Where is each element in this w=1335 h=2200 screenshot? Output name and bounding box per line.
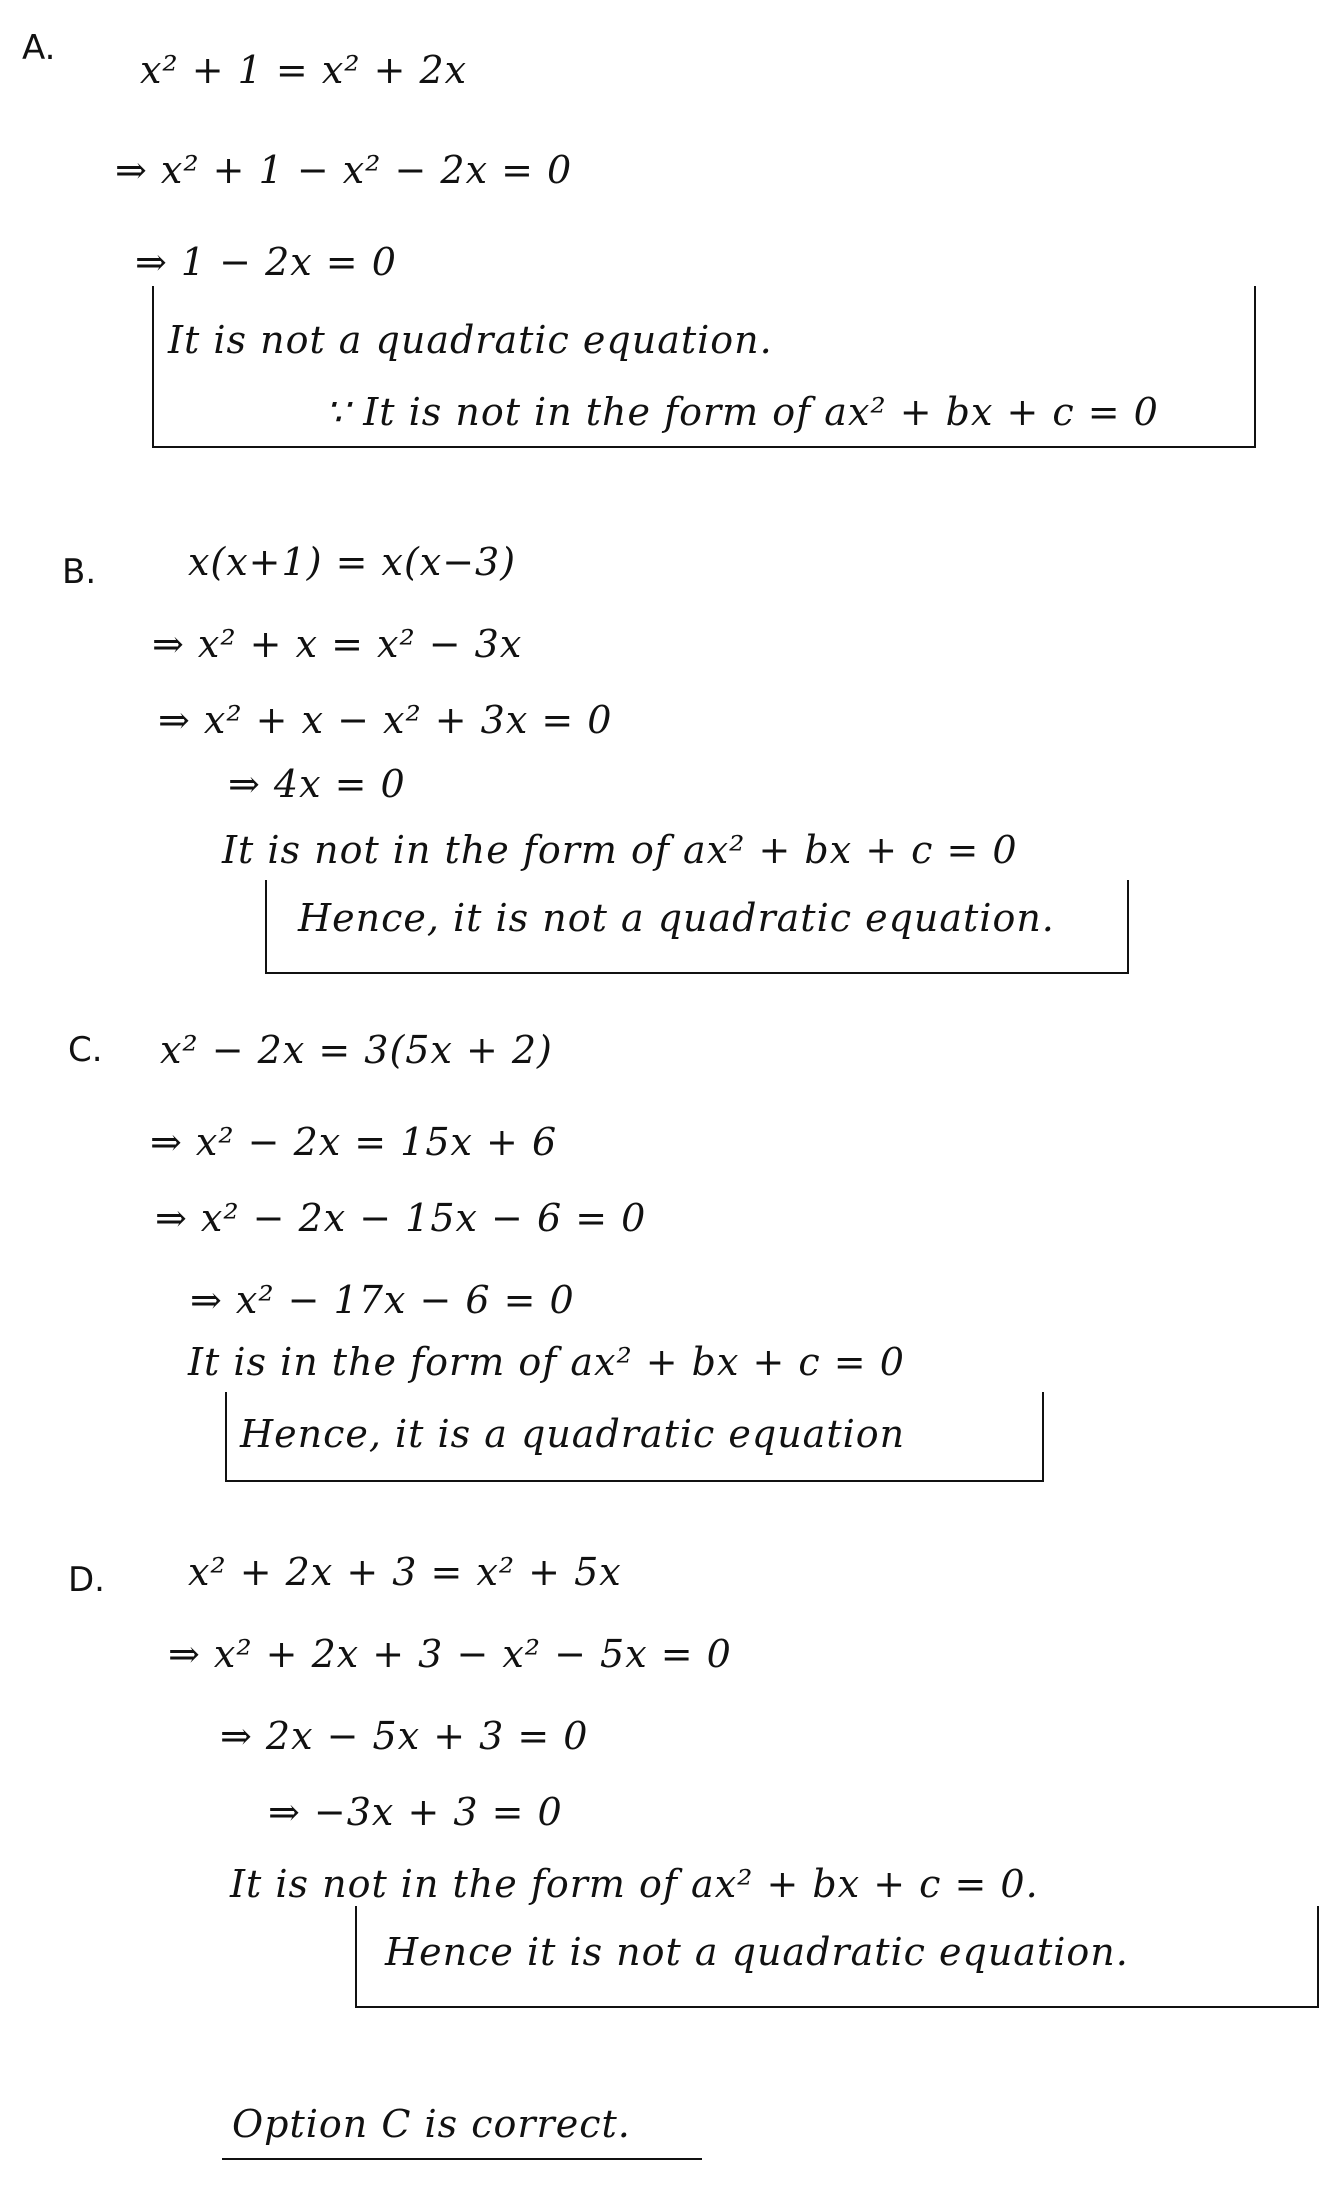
part-c-label: C. [68, 1030, 103, 1070]
part-d-step-3: ⇒ 2x − 5x + 3 = 0 [220, 1714, 589, 1758]
part-a-step-3: ⇒ 1 − 2x = 0 [135, 240, 397, 284]
part-b-box-line: Hence, it is not a quadratic equation. [298, 896, 1055, 940]
part-c-step-4: ⇒ x² − 17x − 6 = 0 [190, 1278, 575, 1322]
part-d-form-line: It is not in the form of ax² + bx + c = 0. [230, 1862, 1039, 1906]
part-d-label: D. [68, 1560, 105, 1600]
part-a-label: A. [22, 28, 56, 68]
conclusion-underline [222, 2158, 702, 2160]
part-c-form-line: It is in the form of ax² + bx + c = 0 [188, 1340, 905, 1384]
part-c-step-2: ⇒ x² − 2x = 15x + 6 [150, 1120, 558, 1164]
part-d-box-line: Hence it is not a quadratic equation. [385, 1930, 1129, 1974]
part-b-label: B. [62, 552, 97, 592]
part-b-step-1: x(x+1) = x(x−3) [188, 540, 517, 584]
part-a-box-line-1: It is not a quadratic equation. [168, 318, 773, 362]
part-a-box-line-2: ∵ It is not in the form of ax² + bx + c = 0 [325, 390, 1159, 434]
part-d-step-2: ⇒ x² + 2x + 3 − x² − 5x = 0 [168, 1632, 732, 1676]
part-a-step-1: x² + 1 = x² + 2x [140, 48, 468, 92]
part-c-step-3: ⇒ x² − 2x − 15x − 6 = 0 [155, 1196, 647, 1240]
part-b-step-2: ⇒ x² + x = x² − 3x [152, 622, 523, 666]
final-conclusion: Option C is correct. [232, 2102, 631, 2146]
part-a-step-2: ⇒ x² + 1 − x² − 2x = 0 [115, 148, 573, 192]
part-c-box-line: Hence, it is a quadratic equation [240, 1412, 906, 1456]
part-d-step-1: x² + 2x + 3 = x² + 5x [188, 1550, 622, 1594]
part-b-step-3: ⇒ x² + x − x² + 3x = 0 [158, 698, 613, 742]
part-b-step-4: ⇒ 4x = 0 [228, 762, 406, 806]
part-c-step-1: x² − 2x = 3(5x + 2) [160, 1028, 553, 1072]
part-d-step-4: ⇒ −3x + 3 = 0 [268, 1790, 563, 1834]
part-b-form-line: It is not in the form of ax² + bx + c = 0 [222, 828, 1018, 872]
